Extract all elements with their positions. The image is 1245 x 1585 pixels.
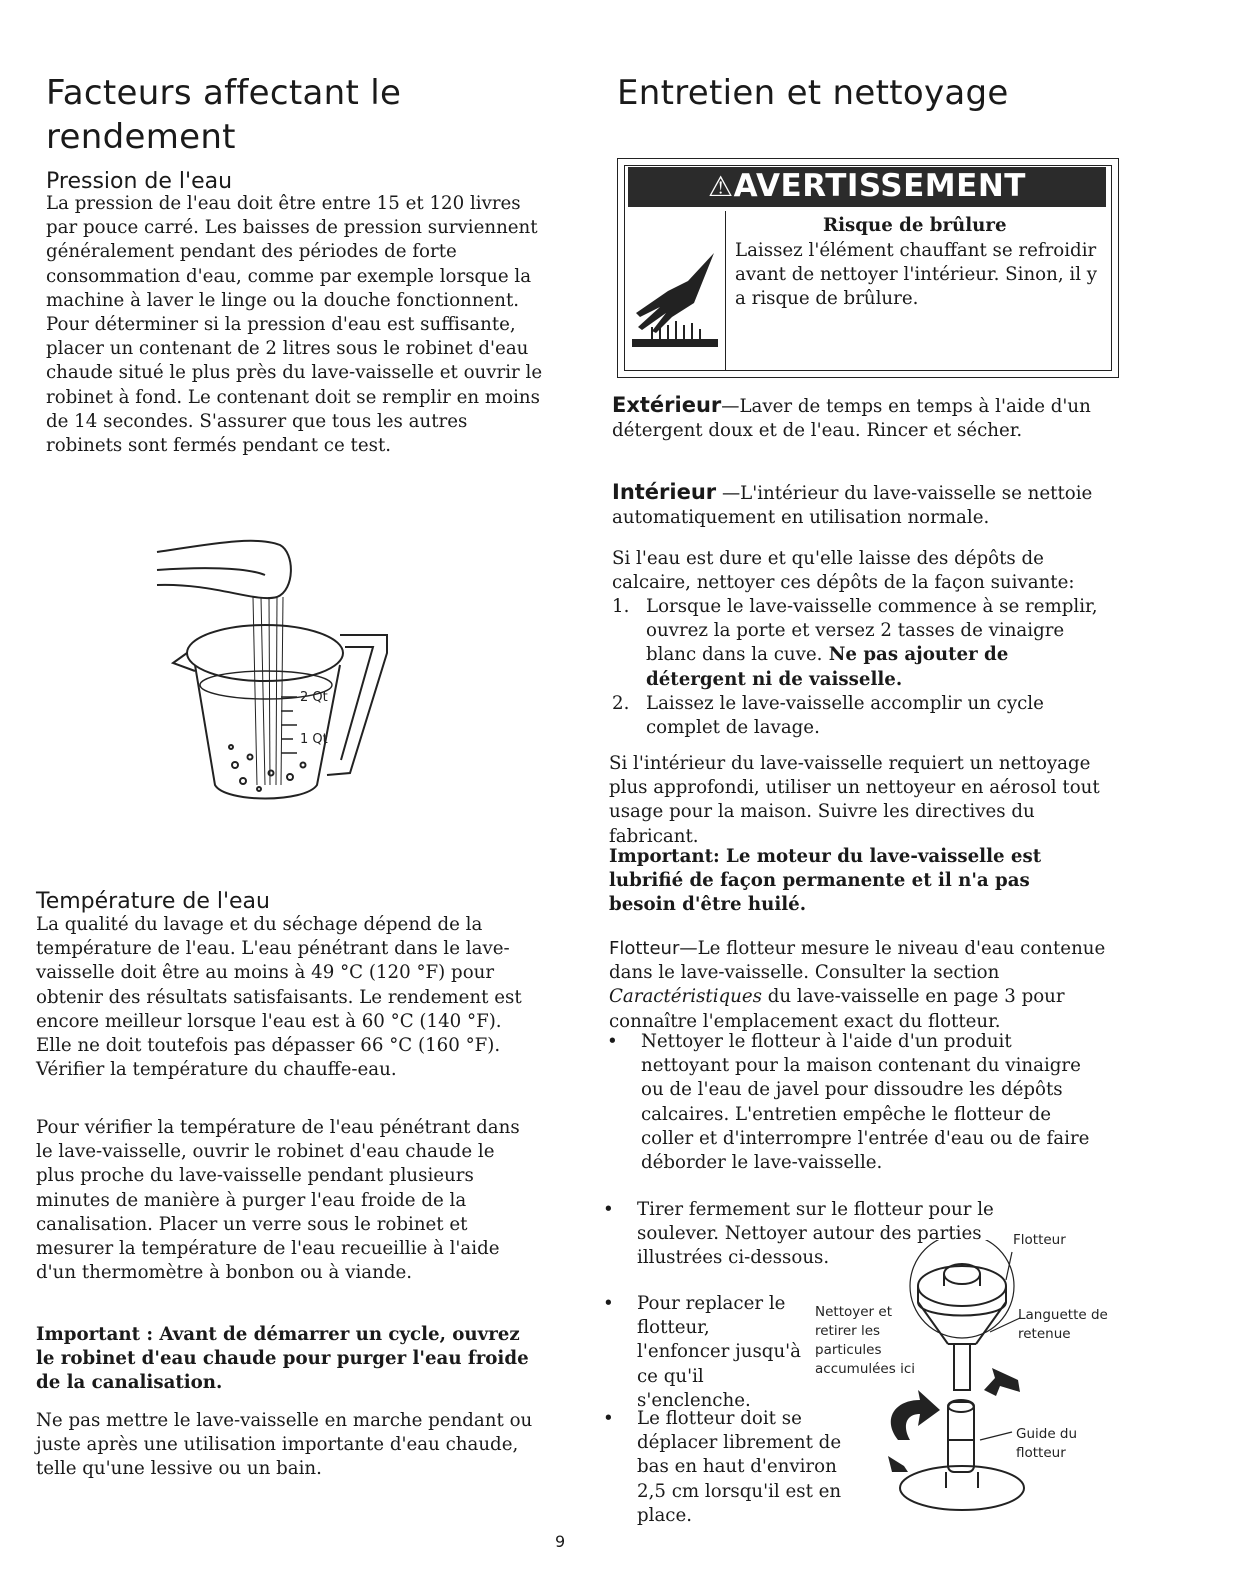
step-number: 2. bbox=[612, 692, 630, 714]
label-flotteur: Flotteur bbox=[1013, 1232, 1066, 1248]
float-bullet bbox=[607, 1030, 1097, 1175]
measuring-jug-illustration bbox=[155, 535, 400, 810]
float-text-italic: Caractéristiques bbox=[609, 986, 762, 1008]
left-title: Facteurs affectant le rendement bbox=[46, 73, 402, 157]
burn-hand-icon bbox=[628, 251, 722, 349]
float-bullet bbox=[603, 1292, 803, 1413]
label-retaining-tab: Languette de retenue bbox=[1018, 1307, 1108, 1342]
float-paragraph bbox=[609, 937, 1109, 1034]
hard-water-step bbox=[612, 692, 1102, 740]
hard-water-step bbox=[612, 595, 1102, 692]
bullet-text: Pour replacer le flotteur, l'enfoncer jusqu'à ce qu'il s'enclenche. bbox=[637, 1293, 801, 1411]
bullet-text: Tirer fermement sur le flotteur pour le soulever. Nettoyer autour des parties illustrées ci-dessous. bbox=[637, 1199, 994, 1269]
exterior-paragraph bbox=[612, 393, 1110, 443]
warning-triangle-icon: ⚠ bbox=[708, 170, 734, 203]
pressure-text: La pression de l'eau doit être entre 15 et 120 livres par pouce carré. Les baisses de pression surviennent généralement pendant des périodes de forte consommation d'eau, comme par exemple lorsque la machine à laver le linge ou la douche fonctionnent. Pour déterminer si la pression d'eau est suffisante, placer un contenant de 2 litres sous le robinet d'eau chaude situé le plus près du lave-vaisselle et ouvrir le robinet à fond. Le contenant doit se remplir en moins de 14 secondes. S'assurer que tous les autres robinets sont fermés pendant ce test. bbox=[46, 193, 543, 457]
float-lead: Flotteur bbox=[609, 938, 680, 959]
exterior-text: —Laver de temps en temps à l'aide d'un détergent doux et de l'eau. Rincer et sécher. bbox=[612, 396, 1091, 442]
float-bullet-3 bbox=[603, 1292, 803, 1413]
warning-divider bbox=[725, 211, 726, 371]
right-title: Entretien et nettoyage bbox=[617, 73, 1009, 113]
bullet-dot: • bbox=[603, 1199, 614, 1220]
pressure-heading: Pression de l'eau bbox=[46, 169, 233, 194]
bullet-dot: • bbox=[607, 1031, 618, 1052]
bullet-text: Nettoyer le flotteur à l'aide d'un produit nettoyant pour la maison contenant du vinaigre ou de l'eau de javel pour dissoudre les dépôts calcaires. L'entretien empêche le flotteur de coller et d'interrompre l'entrée d'eau ou de faire déborder le lave-vaisselle. bbox=[641, 1031, 1090, 1174]
warning-banner-label: AVERTISSEMENT bbox=[733, 168, 1026, 204]
step-bold-text: Ne pas ajouter de détergent ni de vaisselle. bbox=[646, 644, 1009, 690]
float-bullet-4 bbox=[603, 1407, 853, 1528]
bullet-text: Le flotteur doit se déplacer librement de bas en haut d'environ 2,5 cm lorsqu'il est en place. bbox=[637, 1408, 842, 1526]
hard-water-intro: Si l'eau est dure et qu'elle laisse des dépôts de calcaire, nettoyer ces dépôts de la façon suivante: bbox=[612, 548, 1075, 594]
bullet-dot: • bbox=[603, 1293, 614, 1314]
interior-text: —L'intérieur du lave-vaisselle se nettoie automatiquement en utilisation normale. bbox=[612, 483, 1093, 529]
jug-label-2qt: 2 Qt bbox=[300, 690, 328, 705]
warning-text: Laissez l'élément chauffant se refroidir avant de nettoyer l'intérieur. Sinon, il y a risque de brûlure. bbox=[735, 240, 1098, 310]
step-text: Laissez le lave-vaisselle accomplir un cycle complet de lavage. bbox=[646, 692, 1044, 739]
interior-paragraph bbox=[612, 480, 1120, 530]
exterior-lead: Extérieur bbox=[612, 393, 722, 417]
interior-lead: Intérieur bbox=[612, 480, 717, 504]
temperature-text-2: Pour vérifier la température de l'eau pénétrant dans le lave-vaisselle, ouvrir le robinet d'eau chaude le plus proche du lave-vaisselle pendant plusieurs minutes de manière à purger l'eau froide de la canalisation. Placer un verre sous le robinet et mesurer la température de l'eau recueillie à l'aide d'un thermomètre à bonbon ou à viande. bbox=[36, 1117, 520, 1284]
float-bullet bbox=[603, 1407, 853, 1528]
label-float-guide: Guide du flotteur bbox=[1016, 1426, 1078, 1461]
step-text: Lorsque le lave-vaisselle commence à se remplir, ouvrez la porte et versez 2 tasses de vinaigre blanc dans la cuve. bbox=[646, 596, 1098, 666]
warning-risk: Risque de brûlure bbox=[823, 215, 1007, 236]
temperature-heading: Température de l'eau bbox=[36, 889, 270, 914]
float-text-post: du lave-vaisselle en page 3 pour connaître l'emplacement exact du flotteur. bbox=[609, 986, 1065, 1032]
label-clean-here: Nettoyer et retirer les particules accumulées ici bbox=[815, 1304, 915, 1377]
hard-water-steps bbox=[612, 595, 1102, 740]
temperature-text-3: Ne pas mettre le lave-vaisselle en marche pendant ou juste après une utilisation importante d'eau chaude, telle qu'une lessive ou un bain. bbox=[36, 1410, 533, 1480]
float-bullet-1 bbox=[607, 1030, 1097, 1175]
float-diagram bbox=[880, 1240, 1080, 1530]
temperature-text-1: La qualité du lavage et du séchage dépend de la température de l'eau. L'eau pénétrant dans le lave-vaisselle doit être au moins à 49 °C (120 °F) pour obtenir des résultats satisfaisants. Le rendement est encore meilleur lorsque l'eau est à 60 °C (140 °F). Elle ne doit toutefois pas dépasser 66 °C (160 °F). Vérifier la température du chauffe-eau. bbox=[36, 914, 522, 1081]
warning-box bbox=[617, 158, 1119, 378]
warning-banner bbox=[628, 167, 1106, 207]
temperature-important: Important : Avant de démarrer un cycle, ouvrez le robinet d'eau chaude pour purger l'eau froide de la canalisation. bbox=[36, 1324, 529, 1394]
deep-clean-text: Si l'intérieur du lave-vaisselle requiert un nettoyage plus approfondi, utiliser un nettoyeur en aérosol tout usage pour la maison. Suivre les directives du fabricant. bbox=[609, 753, 1100, 847]
bullet-dot: • bbox=[603, 1408, 614, 1429]
float-text-pre: —Le flotteur mesure le niveau d'eau contenue dans le lave-vaisselle. Consulter la section bbox=[609, 938, 1106, 984]
jug-label-1qt: 1 Qt bbox=[300, 732, 328, 747]
motor-important: Important: Le moteur du lave-vaisselle est lubrifié de façon permanente et il n'a pas besoin d'être huilé. bbox=[609, 846, 1042, 916]
page-number: 9 bbox=[555, 1532, 566, 1551]
step-number: 1. bbox=[612, 596, 630, 617]
